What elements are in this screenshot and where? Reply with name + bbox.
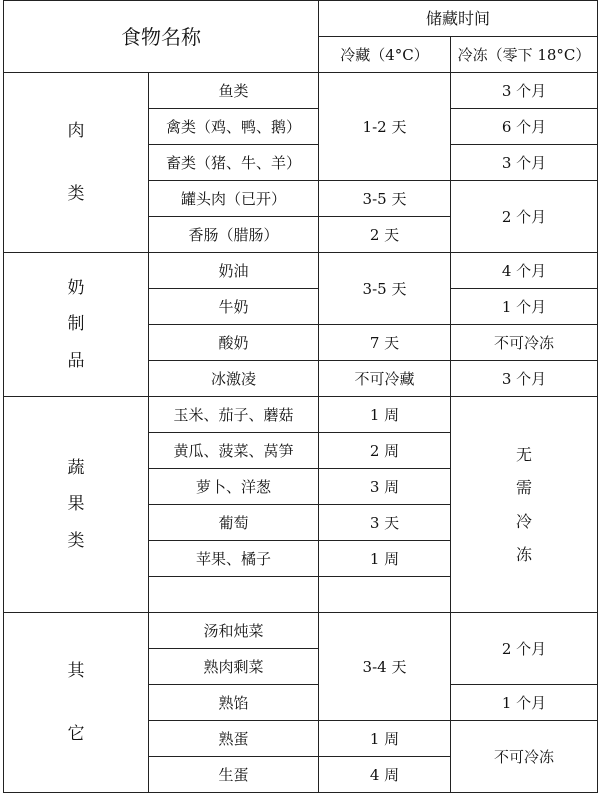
fridge-raw-egg: 4 周 <box>319 757 451 793</box>
fridge-veg-2: 2 周 <box>319 433 451 469</box>
freezer-fish: 3 个月 <box>451 73 598 109</box>
food-fish: 鱼类 <box>149 73 319 109</box>
food-canned-meat: 罐头肉（已开） <box>149 181 319 217</box>
food-soup: 汤和炖菜 <box>149 613 319 649</box>
freezer-eggs: 不可冷冻 <box>451 721 598 793</box>
food-leftovers: 熟肉剩菜 <box>149 649 319 685</box>
food-veg-4: 葡萄 <box>149 505 319 541</box>
fridge-cream-milk: 3-5 天 <box>319 253 451 325</box>
food-yogurt: 酸奶 <box>149 325 319 361</box>
category-meat: 肉 类 <box>4 73 149 253</box>
freezer-poultry: 6 个月 <box>451 109 598 145</box>
food-name-header: 食物名称 <box>4 1 319 73</box>
fridge-fresh-meat: 1-2 天 <box>319 73 451 181</box>
freezer-livestock: 3 个月 <box>451 145 598 181</box>
food-poultry: 禽类（鸡、鸭、鹅） <box>149 109 319 145</box>
food-veg-2: 黄瓜、菠菜、莴笋 <box>149 433 319 469</box>
freezer-milk: 1 个月 <box>451 289 598 325</box>
food-veg-3: 萝卜、洋葱 <box>149 469 319 505</box>
fridge-cooked-egg: 1 周 <box>319 721 451 757</box>
food-veg-empty <box>149 577 319 613</box>
freezer-cream: 4 个月 <box>451 253 598 289</box>
food-cooked-egg: 熟蛋 <box>149 721 319 757</box>
fridge-veg-empty <box>319 577 451 613</box>
freezer-filling: 1 个月 <box>451 685 598 721</box>
freezer-icecream: 3 个月 <box>451 361 598 397</box>
fridge-canned-meat: 3-5 天 <box>319 181 451 217</box>
freezer-soup-leftovers: 2 个月 <box>451 613 598 685</box>
fridge-sausage: 2 天 <box>319 217 451 253</box>
food-veg-5: 苹果、橘子 <box>149 541 319 577</box>
storage-time-header: 储藏时间 <box>319 1 598 37</box>
fridge-veg-3: 3 周 <box>319 469 451 505</box>
food-filling: 熟馅 <box>149 685 319 721</box>
category-other: 其 它 <box>4 613 149 793</box>
fridge-veg-5: 1 周 <box>319 541 451 577</box>
fridge-yogurt: 7 天 <box>319 325 451 361</box>
freezer-header: 冷冻（零下 18°C） <box>451 37 598 73</box>
freezer-canned-sausage: 2 个月 <box>451 181 598 253</box>
category-veg: 蔬 果 类 <box>4 397 149 613</box>
food-milk: 牛奶 <box>149 289 319 325</box>
fridge-header: 冷藏（4°C） <box>319 37 451 73</box>
food-storage-table <box>3 0 598 793</box>
food-sausage: 香肠（腊肠） <box>149 217 319 253</box>
fridge-cooked: 3-4 天 <box>319 613 451 721</box>
food-veg-1: 玉米、茄子、蘑菇 <box>149 397 319 433</box>
fridge-veg-4: 3 天 <box>319 505 451 541</box>
fridge-icecream: 不可冷藏 <box>319 361 451 397</box>
food-cream: 奶油 <box>149 253 319 289</box>
fridge-veg-1: 1 周 <box>319 397 451 433</box>
freezer-yogurt: 不可冷冻 <box>451 325 598 361</box>
food-icecream: 冰激凌 <box>149 361 319 397</box>
freezer-veg: 无 需 冷 冻 <box>451 397 598 613</box>
category-dairy: 奶 制 品 <box>4 253 149 397</box>
food-livestock: 畜类（猪、牛、羊） <box>149 145 319 181</box>
food-raw-egg: 生蛋 <box>149 757 319 793</box>
